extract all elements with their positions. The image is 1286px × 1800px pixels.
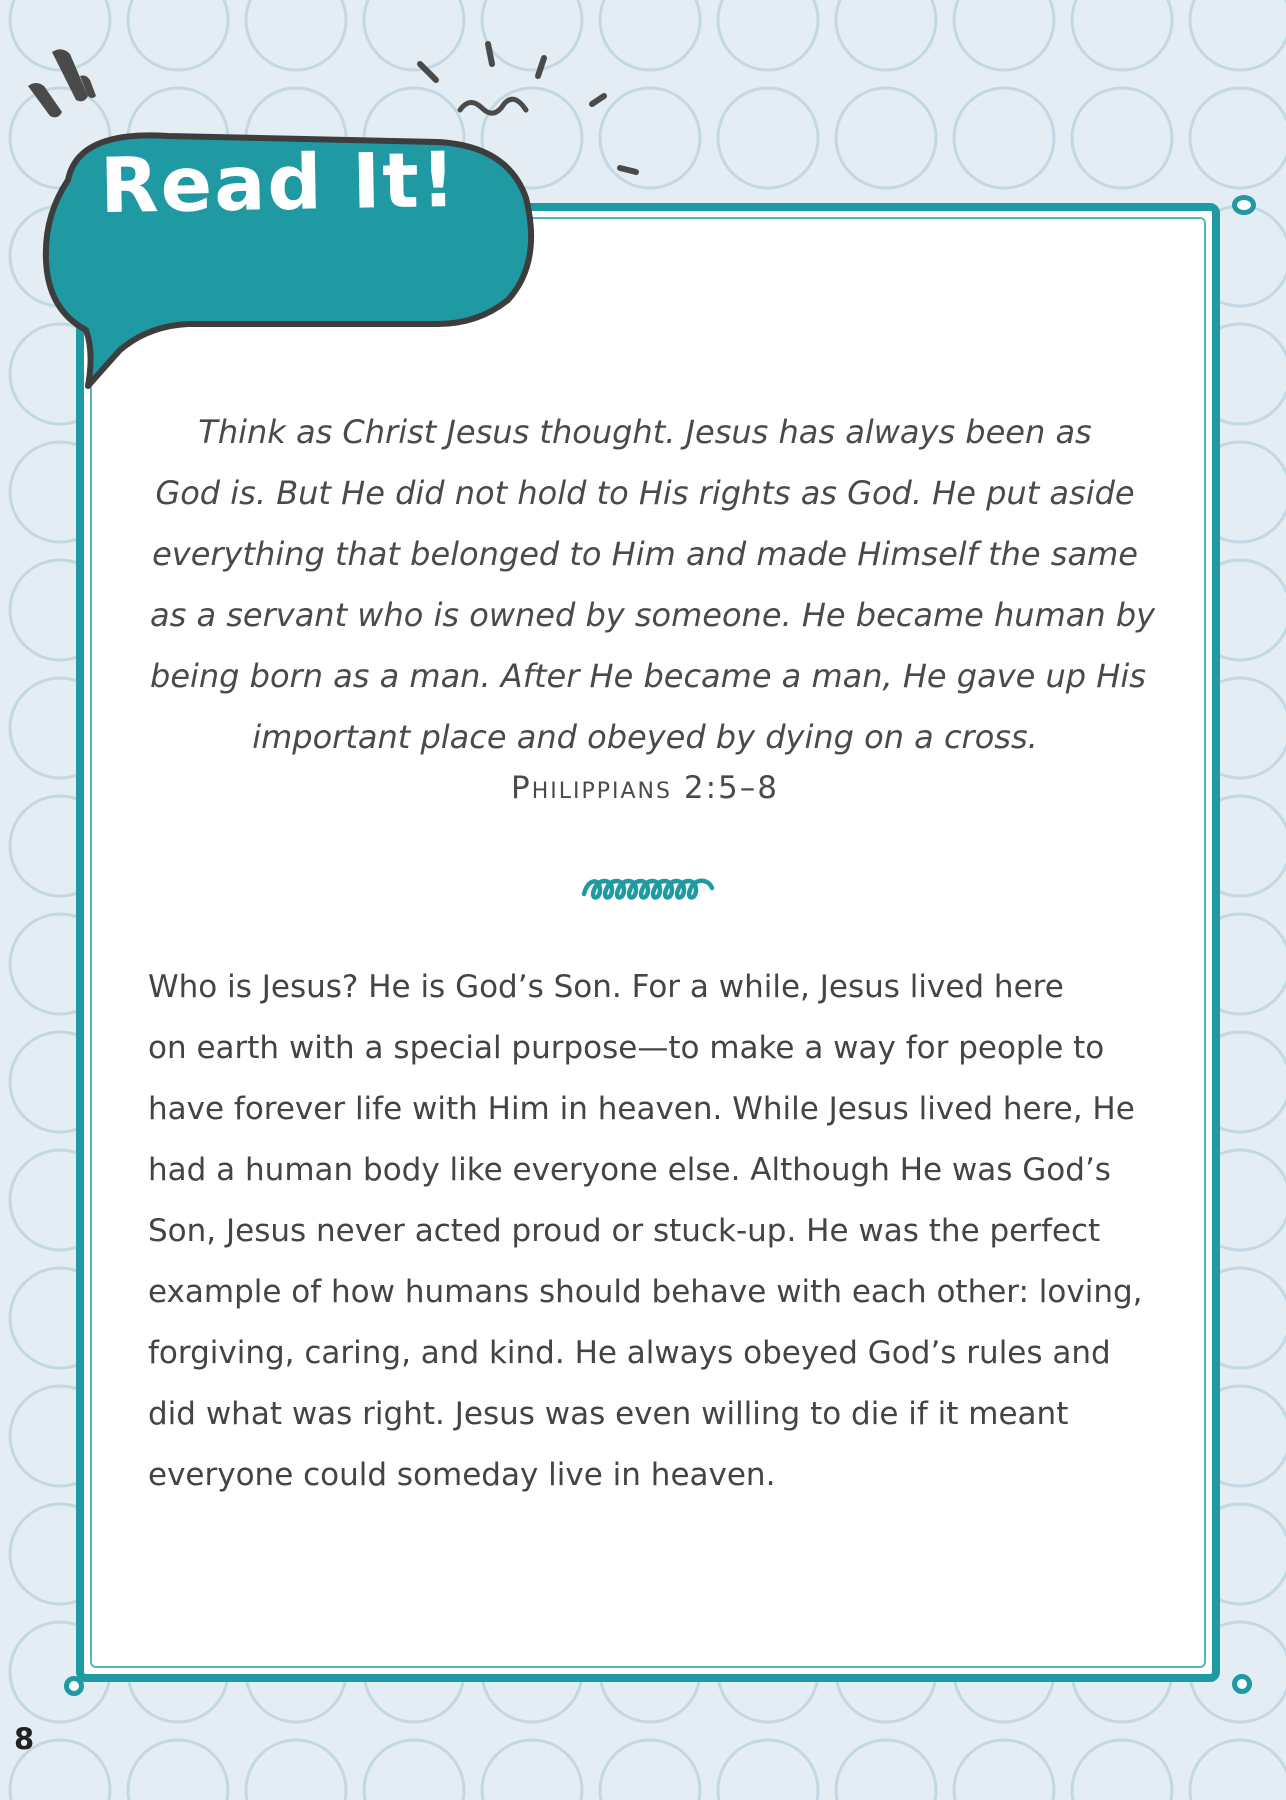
- frame-corner-top-right: [1232, 195, 1256, 215]
- background-circle: [954, 0, 1054, 70]
- verse-line: being born as a man. After He became a man, He gave up His: [150, 657, 1146, 695]
- body-line: forgiving, caring, and kind. He always obeyed God’s rules and: [148, 1335, 1111, 1371]
- background-circle: [1072, 88, 1172, 188]
- body-line: Son, Jesus never acted proud or stuck-up. He was the perfect: [148, 1213, 1101, 1249]
- background-circle: [1072, 0, 1172, 70]
- squiggle-divider: [578, 870, 728, 910]
- section-title: Read It!: [99, 134, 459, 231]
- background-circle: [954, 1740, 1054, 1800]
- body-paragraph: [148, 957, 1148, 1506]
- verse-line: God is. But He did not hold to His rights as God. He put aside: [155, 474, 1135, 512]
- page-number: 8: [14, 1722, 35, 1756]
- background-circle: [836, 88, 936, 188]
- background-circle: [128, 1740, 228, 1800]
- verse-line: Think as Christ Jesus thought. Jesus has always been as: [198, 413, 1092, 451]
- background-circle: [600, 1740, 700, 1800]
- body-line: have forever life with Him in heaven. While Jesus lived here, He: [148, 1091, 1135, 1127]
- body-line: on earth with a special purpose—to make a way for people to: [148, 1030, 1105, 1066]
- background-circle: [718, 1740, 818, 1800]
- body-line: everyone could someday live in heaven.: [148, 1457, 776, 1493]
- background-circle: [364, 1740, 464, 1800]
- body-line: Who is Jesus? He is God’s Son. For a while, Jesus lived here: [148, 969, 1064, 1005]
- background-circle: [836, 0, 936, 70]
- body-line: did what was right. Jesus was even willing to die if it meant: [148, 1396, 1069, 1432]
- background-circle: [1190, 88, 1286, 188]
- verse-line: important place and obeyed by dying on a cross.: [252, 718, 1038, 756]
- body-line: example of how humans should behave with each other: loving,: [148, 1274, 1143, 1310]
- background-circle: [482, 1740, 582, 1800]
- verse-line: everything that belonged to Him and made Himself the same: [152, 535, 1138, 573]
- background-circle: [718, 0, 818, 70]
- reference-chapter: 2:5–8: [683, 770, 779, 806]
- background-circle: [1190, 0, 1286, 70]
- background-circle: [1072, 1740, 1172, 1800]
- verse-line: as a servant who is owned by someone. He became human by: [150, 596, 1156, 634]
- body-line: had a human body like everyone else. Although He was God’s: [148, 1152, 1111, 1188]
- background-circle: [954, 88, 1054, 188]
- background-circle: [246, 1740, 346, 1800]
- scripture-reference: [150, 770, 1140, 806]
- frame-corner-bottom-left: [64, 1676, 84, 1696]
- reference-book: Philippians: [511, 770, 672, 806]
- background-circle: [836, 1740, 936, 1800]
- background-circle: [1190, 1740, 1286, 1800]
- frame-corner-bottom-right: [1232, 1674, 1252, 1694]
- background-circle: [718, 88, 818, 188]
- scripture-verse: [150, 402, 1156, 768]
